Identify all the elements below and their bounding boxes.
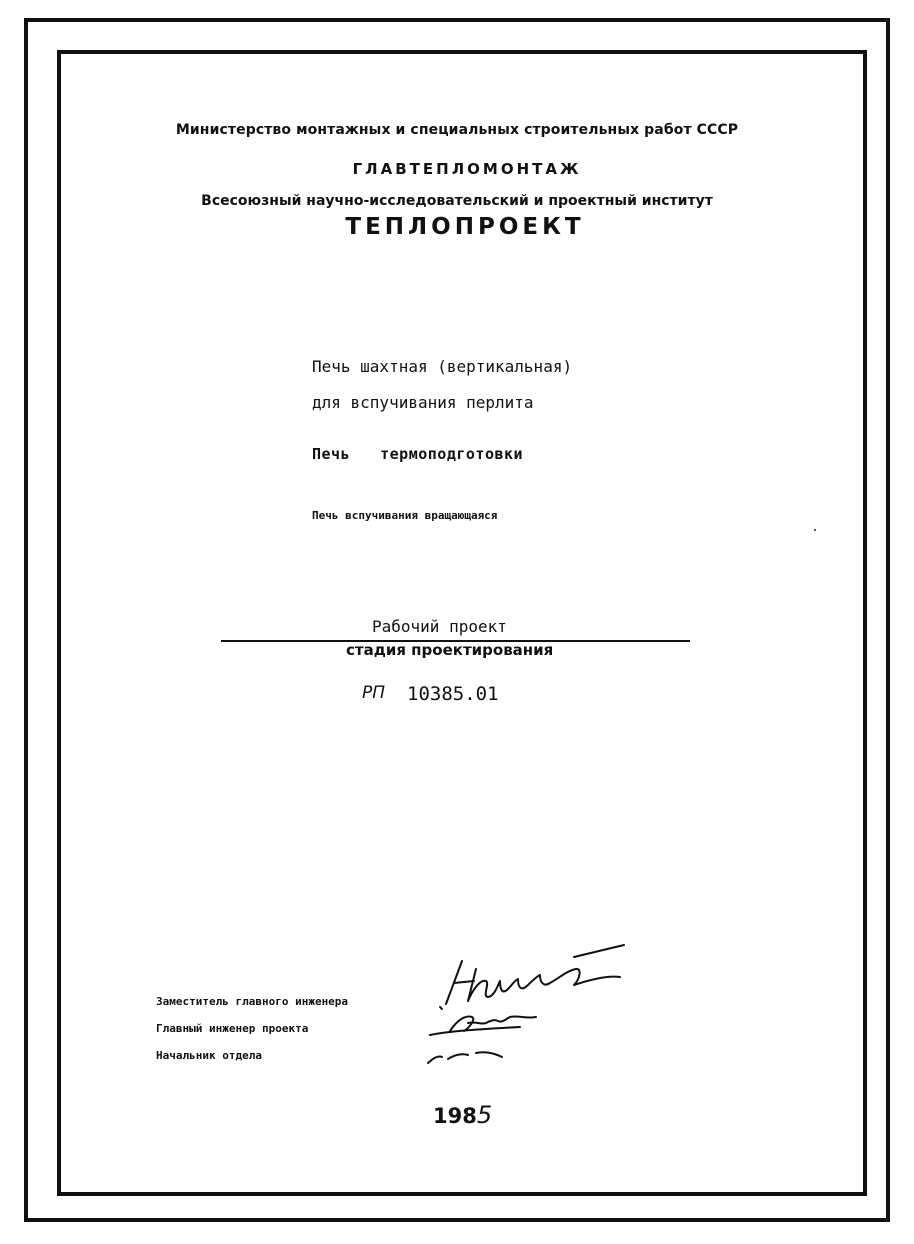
speck <box>814 529 816 531</box>
signatory-chief-project-engineer: Главный инженер проекта <box>156 1022 309 1035</box>
project-type: Рабочий проект <box>372 617 507 636</box>
institute-name: ТЕПЛОПРОЕКТ <box>345 214 585 240</box>
project-stage: стадия проектирования <box>346 641 554 659</box>
document-year <box>433 1101 492 1129</box>
signature-1 <box>446 945 624 1004</box>
title-line-3 <box>312 445 523 463</box>
glavk-name: ГЛАВТЕПЛОМОНТАЖ <box>352 160 582 178</box>
title-line-4: Печь вспучивания вращающаяся <box>312 509 498 522</box>
institute-description: Всесоюзный научно-исследовательский и проектный институт <box>201 193 713 209</box>
signatory-department-head: Начальник отдела <box>156 1049 262 1062</box>
signature-2 <box>430 1016 536 1035</box>
year-last-digit-handwritten: 5 <box>476 1101 493 1129</box>
signature-3 <box>428 1052 502 1063</box>
handwritten-signatures <box>410 935 650 1075</box>
title-line-3-word1: Печь <box>312 445 351 463</box>
title-line-2: для вспучивания перлита <box>312 393 534 412</box>
title-line-1: Печь шахтная (вертикальная) <box>312 357 573 376</box>
project-code: 10385.01 <box>407 683 499 705</box>
project-code-prefix: РП <box>362 683 386 703</box>
year-digits: 198 <box>433 1104 477 1128</box>
signatory-deputy-chief-engineer: Заместитель главного инженера <box>156 995 349 1008</box>
title-line-3-word2: термоподготовки <box>380 445 524 463</box>
ministry-name: Министерство монтажных и специальных строительных работ СССР <box>175 122 739 138</box>
